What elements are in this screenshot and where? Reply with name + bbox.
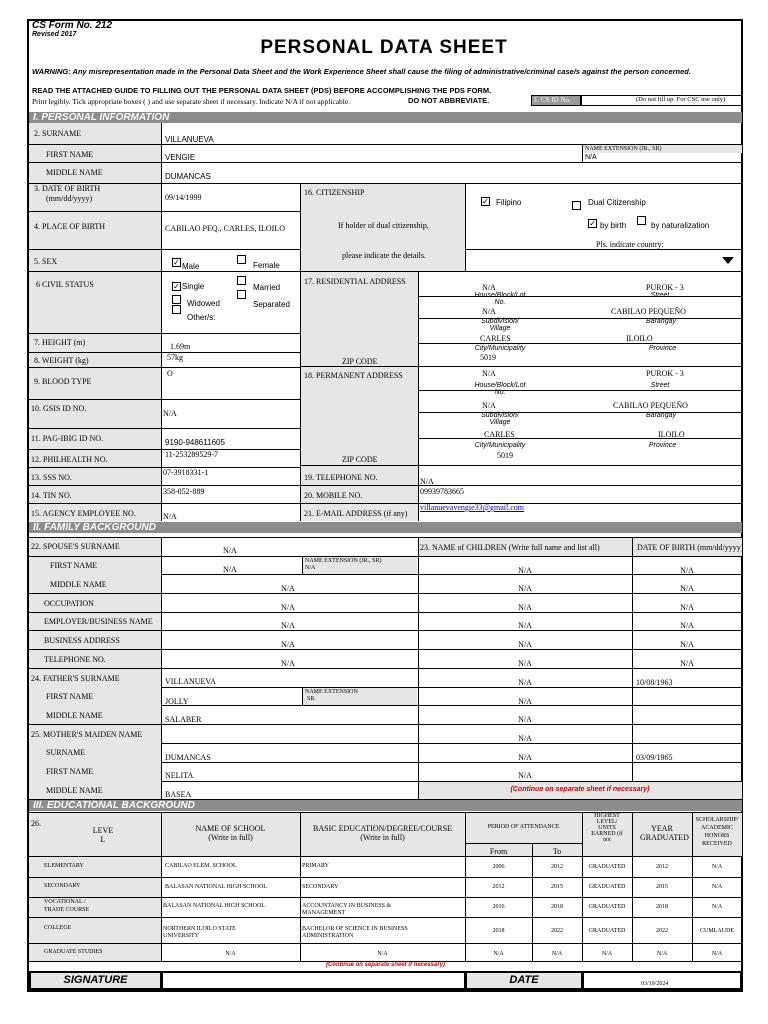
- education-from[interactable]: 2016: [492, 904, 505, 910]
- male-checkbox[interactable]: ✓: [173, 258, 180, 267]
- child-name[interactable]: N/A: [518, 566, 532, 575]
- grid-line: [29, 503, 742, 504]
- business-address-value[interactable]: N/A: [281, 640, 295, 649]
- child-dob[interactable]: N/A: [680, 659, 694, 668]
- others-checkbox[interactable]: [172, 305, 181, 314]
- education-school[interactable]: NORTHERN ILOILO STATE UNIVERSITY: [163, 926, 236, 939]
- grid-line: [302, 687, 303, 705]
- grid-line: [418, 318, 742, 319]
- child-dob[interactable]: 03/09/1965: [636, 753, 673, 762]
- grid-line: [300, 366, 742, 367]
- school-header: NAME OF SCHOOL: [195, 824, 266, 833]
- female-checkbox[interactable]: [237, 255, 246, 264]
- grid-line: [465, 843, 582, 844]
- units-header: HIGHEST LEVEL/ UNITS EARNED (if not: [591, 813, 623, 843]
- education-from[interactable]: 2018: [492, 928, 505, 934]
- grid-line: [29, 537, 742, 538]
- mobile-label: 20. MOBILE NO.: [304, 491, 363, 500]
- perm-barangay[interactable]: CABILAO PEQUEÑO: [613, 401, 688, 410]
- education-units[interactable]: GRADUATED: [588, 864, 626, 870]
- perm-city[interactable]: CARLES: [484, 430, 515, 439]
- grid-line: [29, 812, 742, 813]
- surname-label: 2. SURNAME: [34, 129, 82, 138]
- pob-value[interactable]: CABILAO PEQ., CARLES, ILOILO: [165, 224, 285, 233]
- education-level: VOCATIONAL / TRADE COURSE: [44, 899, 90, 913]
- child-dob[interactable]: N/A: [680, 640, 694, 649]
- education-honors[interactable]: CUMLAUDE: [700, 928, 734, 934]
- blood-type-label: 9. BLOOD TYPE: [34, 377, 92, 386]
- res-barangay[interactable]: CABILAO PEQUEÑO: [611, 307, 686, 316]
- widowed-label: Widowed: [187, 299, 220, 308]
- child-name[interactable]: N/A: [518, 715, 532, 724]
- pagibig-label: 11. PAG-IBIG ID NO.: [31, 434, 104, 443]
- from-header: From: [489, 847, 508, 856]
- form-number: CS Form No. 212: [32, 20, 113, 31]
- education-year[interactable]: N/A: [656, 951, 668, 957]
- perm-street-label: Street: [650, 382, 670, 389]
- height-value[interactable]: 1.69m: [170, 342, 191, 351]
- attendance-header: PERIOD OF ATTENDANCE: [487, 824, 560, 830]
- grid-line: [29, 897, 742, 898]
- separated-checkbox[interactable]: [237, 290, 246, 299]
- res-barangay-label: Barangay: [646, 318, 676, 325]
- signature-field[interactable]: [161, 971, 466, 990]
- dual-note-2: please indicate the details.: [342, 251, 426, 260]
- res-house[interactable]: N/A: [482, 283, 496, 292]
- pob-label: 4. PLACE OF BIRTH: [34, 222, 106, 231]
- chevron-down-icon[interactable]: [722, 257, 734, 264]
- dual-citizenship-label: Dual Citizenship: [588, 198, 646, 207]
- res-house-label: House/Block/Lot No.: [474, 292, 526, 306]
- grid-line: [300, 183, 301, 521]
- education-to[interactable]: 2012: [551, 864, 563, 870]
- res-subdivision-label: Subdivision/ Village: [481, 318, 519, 332]
- spouse-ext-value[interactable]: N/A: [305, 565, 316, 571]
- residential-label: 17. RESIDENTIAL ADDRESS: [304, 277, 406, 286]
- telephone-value[interactable]: N/A: [420, 477, 434, 486]
- res-street[interactable]: PUROK - 3: [646, 283, 684, 292]
- perm-house-label: House/Block/Lot No.: [474, 382, 526, 396]
- philhealth-label: 12. PHILHEALTH NO.: [31, 455, 108, 464]
- grid-line: [29, 856, 742, 857]
- education-honors[interactable]: N/A: [711, 951, 723, 957]
- single-checkbox[interactable]: ✓: [173, 282, 180, 291]
- no-abbreviate: DO NOT ABBREVIATE.: [408, 96, 490, 105]
- res-city[interactable]: CARLES: [480, 334, 511, 343]
- grid-line: [582, 144, 583, 162]
- education-continue-note: (Continue on separate sheet if necessary): [325, 962, 446, 968]
- mother-middle-label: MIDDLE NAME: [46, 786, 103, 795]
- education-course[interactable]: SECONDARY: [302, 884, 339, 890]
- cs-id-label: 1. CS ID No.: [534, 96, 571, 104]
- child-dob[interactable]: N/A: [680, 603, 694, 612]
- child-name[interactable]: N/A: [518, 753, 532, 762]
- child-name[interactable]: N/A: [518, 697, 532, 706]
- employer-value[interactable]: N/A: [281, 621, 295, 630]
- grid-line: [29, 211, 300, 212]
- grid-line: [418, 412, 742, 413]
- father-surname-label: 24. FATHER'S SURNAME: [31, 674, 120, 683]
- education-from[interactable]: 2012: [492, 884, 505, 890]
- mother-label: 25. MOTHER'S MAIDEN NAME: [31, 730, 143, 739]
- father-first-value[interactable]: JOLLY: [165, 697, 189, 706]
- father-middle-value[interactable]: SALABER: [165, 715, 202, 724]
- education-year[interactable]: 2015: [656, 884, 668, 890]
- course-subheader: (Write in full): [360, 833, 405, 842]
- to-header: To: [552, 847, 562, 856]
- child-name[interactable]: N/A: [518, 640, 532, 649]
- pagibig-value[interactable]: 9190-948611605: [165, 438, 225, 447]
- child-name[interactable]: N/A: [518, 678, 532, 687]
- grid-line: [29, 668, 742, 669]
- page-title: PERSONAL DATA SHEET: [260, 37, 508, 58]
- female-label: Female: [253, 261, 280, 270]
- middle-name-label: MIDDLE NAME: [46, 168, 103, 177]
- mother-surname-label: SURNAME: [46, 748, 86, 757]
- grid-line: [29, 271, 742, 272]
- permanent-label: 18. PERMANENT ADDRESS: [304, 371, 403, 380]
- education-level: GRADUATE STUDIES: [44, 949, 103, 955]
- perm-house[interactable]: N/A: [482, 369, 496, 378]
- mother-first-label: FIRST NAME: [46, 767, 94, 776]
- email-value[interactable]: villanuevavengie33@gmail.com: [420, 503, 525, 512]
- perm-street[interactable]: PUROK - 3: [646, 369, 684, 378]
- education-school[interactable]: BALASAN NATIONAL HIGH SCHOOL: [165, 884, 267, 890]
- section-family: II. FAMILY BACKGROUND: [29, 522, 742, 533]
- by-birth-checkbox[interactable]: ✓: [589, 219, 596, 228]
- res-province[interactable]: ILOILO: [626, 334, 653, 343]
- education-to[interactable]: 2022: [551, 928, 563, 934]
- mother-first-value[interactable]: NELITA: [165, 771, 194, 780]
- education-school[interactable]: BALASAN NATIONAL HIGH SCHOOL: [163, 903, 265, 909]
- education-to[interactable]: N/A: [551, 951, 563, 957]
- grid-line: [161, 762, 742, 763]
- grid-line: [29, 877, 742, 878]
- father-ext-value[interactable]: SR.: [307, 696, 316, 702]
- spouse-telephone-value[interactable]: N/A: [281, 659, 295, 668]
- warning-text: WARNING: Any misrepresentation made in the Personal Data Sheet and the Work Experience Sheet shall cause the filing of administrative/criminal case/s against the person concerned.: [32, 67, 691, 76]
- spouse-middle-value[interactable]: N/A: [281, 584, 295, 593]
- grid-line: [302, 556, 303, 574]
- perm-barangay-label: Barangay: [646, 412, 676, 419]
- family-continue-note: (Continue on separate sheet if necessary): [510, 786, 650, 793]
- child-dob[interactable]: N/A: [680, 584, 694, 593]
- grid-line: [29, 144, 742, 145]
- grid-line: [29, 612, 742, 613]
- others-label: Other/s:: [187, 313, 216, 322]
- grid-line: [29, 649, 742, 650]
- child-name[interactable]: N/A: [518, 621, 532, 630]
- first-name-label: FIRST NAME: [46, 150, 94, 159]
- education-to[interactable]: 2018: [551, 904, 563, 910]
- middle-name-value[interactable]: DUMANCAS: [165, 172, 211, 181]
- grid-line: [29, 724, 742, 725]
- father-ext-label: NAME EXTENSION: [305, 689, 358, 695]
- grid-line: [29, 162, 742, 163]
- gsis-label: 10. GSIS ID NO.: [31, 404, 87, 413]
- spouse-surname-label: 22. SPOUSE'S SURNAME: [31, 542, 120, 551]
- education-units[interactable]: GRADUATED: [588, 884, 626, 890]
- weight-label: 8. WEIGHT (kg): [34, 356, 89, 365]
- sss-value[interactable]: 07-3918331-1: [163, 468, 209, 477]
- education-level: SECONDARY: [44, 883, 81, 889]
- grid-line: [161, 687, 742, 688]
- child-dob[interactable]: N/A: [680, 566, 694, 575]
- grid-line: [29, 399, 300, 400]
- child-name[interactable]: N/A: [518, 603, 532, 612]
- father-middle-label: MIDDLE NAME: [46, 711, 103, 720]
- education-units[interactable]: GRADUATED: [588, 928, 626, 934]
- children-label: 23. NAME of CHILDREN (Write full name and list all): [420, 543, 600, 552]
- email-label: 21. E-MAIL ADDRESS (if any): [304, 509, 408, 518]
- child-name[interactable]: N/A: [518, 771, 532, 780]
- education-course[interactable]: N/A: [377, 951, 388, 957]
- school-subheader: (Write in full): [208, 833, 253, 842]
- grid-line: [29, 333, 300, 334]
- perm-city-label: City/Municipality: [474, 442, 526, 449]
- spouse-first-value[interactable]: N/A: [223, 565, 237, 574]
- print-note: Print legibly. Tick appropriate boxes ( ) and use separate sheet if necessary. Indicate N/A if not applicable.: [32, 97, 351, 106]
- mother-surname-value[interactable]: DUMANCAS: [165, 753, 211, 762]
- perm-zip[interactable]: 5019: [497, 451, 513, 460]
- education-year[interactable]: 2022: [656, 928, 668, 934]
- agency-value[interactable]: N/A: [163, 512, 177, 521]
- children-dob-label: DATE OF BIRTH (mm/dd/yyyy): [637, 543, 744, 552]
- occupation-value[interactable]: N/A: [281, 603, 295, 612]
- spouse-ext-label: NAME EXTENSION (JR., SR): [305, 558, 382, 564]
- grid-line: [29, 917, 742, 918]
- blood-type-value[interactable]: O: [167, 369, 173, 378]
- res-street-label: Street: [650, 292, 670, 299]
- year-header: YEAR GRADUATED: [640, 824, 689, 842]
- employer-label: EMPLOYER/BUSINESS NAME: [44, 617, 153, 626]
- grid-line: [418, 343, 742, 344]
- education-level: ELEMENTARY: [44, 863, 84, 869]
- res-province-label: Province: [648, 345, 677, 352]
- grid-line: [29, 249, 300, 250]
- education-school[interactable]: N/A: [225, 951, 236, 957]
- by-birth-label: by birth: [600, 221, 627, 230]
- mother-middle-value[interactable]: BASEA: [165, 790, 192, 799]
- education-course[interactable]: PRIMARY: [302, 863, 330, 869]
- grid-line: [29, 943, 742, 944]
- grid-line: [161, 743, 742, 744]
- form-revised: Revised 2017: [32, 31, 77, 38]
- dual-citizenship-checkbox[interactable]: [572, 201, 581, 210]
- grid-line: [418, 438, 742, 439]
- by-naturalization-checkbox[interactable]: [637, 216, 646, 225]
- res-zip[interactable]: 5019: [480, 353, 496, 362]
- education-honors[interactable]: N/A: [711, 864, 723, 870]
- grid-line: [29, 485, 742, 486]
- citizenship-label: 16. CITIZENSHIP: [304, 188, 365, 197]
- grid-line: [29, 428, 300, 429]
- single-label: Single: [182, 282, 205, 291]
- education-year[interactable]: 2012: [656, 864, 668, 870]
- education-units[interactable]: N/A: [601, 951, 613, 957]
- grid-line: [418, 271, 419, 521]
- education-course[interactable]: BACHELOR OF SCIENCE IN BUSINESS ADMINISTRATION: [302, 926, 408, 939]
- spouse-first-label: FIRST NAME: [50, 561, 98, 570]
- father-first-label: FIRST NAME: [46, 692, 94, 701]
- civil-status-label: 6 CIVIL STATUS: [36, 280, 94, 289]
- grid-line: [418, 296, 742, 297]
- name-extension-label: NAME EXTENSION (JR., SR): [585, 146, 662, 152]
- agency-label: 15. AGENCY EMPLOYEE NO.: [31, 509, 136, 518]
- education-course[interactable]: ACCOUNTANCY IN BUSINESS & MANAGEMENT: [302, 903, 392, 916]
- perm-subdivision-label: Subdivision/ Village: [481, 412, 519, 426]
- res-subdivision[interactable]: N/A: [482, 307, 496, 316]
- education-number: 26.: [31, 819, 41, 828]
- grid-line: [29, 630, 742, 631]
- country-dropdown[interactable]: [466, 250, 742, 271]
- telephone-label: 19. TELEPHONE NO.: [304, 473, 378, 482]
- grid-line: [29, 352, 300, 353]
- grid-line: [29, 367, 300, 368]
- section-education: III. EDUCATIONAL BACKGROUND: [29, 800, 742, 811]
- education-honors[interactable]: N/A: [711, 884, 723, 890]
- filipino-checkbox[interactable]: ✓: [482, 197, 489, 206]
- married-label: Married: [253, 283, 281, 292]
- grid-line: [29, 183, 742, 184]
- honors-header: SCHOLARSHIP/ ACADEMIC HONORS RECEIVED: [695, 817, 739, 847]
- philhealth-value[interactable]: 11-253289529-7: [165, 450, 219, 459]
- father-surname-value[interactable]: VILLANUEVA: [165, 677, 216, 686]
- csc-note: (Do not fill up. For CSC use only): [636, 96, 726, 103]
- married-checkbox[interactable]: [237, 276, 246, 285]
- education-school[interactable]: CABILAO ELEM. SCHOOL: [165, 863, 237, 869]
- guide-text: READ THE ATTACHED GUIDE TO FILLING OUT THE PERSONAL DATA SHEET (PDS) BEFORE ACCOMPLISHING THE PDS FORM.: [32, 86, 492, 95]
- dob-value[interactable]: 09/14/1999: [165, 193, 202, 202]
- dob-format: (mm/dd/yyyy): [46, 194, 93, 203]
- grid-line: [300, 465, 742, 466]
- grid-line: [29, 556, 742, 557]
- res-city-label: City/Municipality: [474, 345, 526, 352]
- course-header: BASIC EDUCATION/DEGREE/COURSE: [313, 824, 452, 833]
- child-dob[interactable]: N/A: [680, 621, 694, 630]
- child-name[interactable]: N/A: [518, 659, 532, 668]
- perm-province[interactable]: ILOILO: [658, 430, 685, 439]
- grid-line: [418, 390, 742, 391]
- level-header: LEVE L: [92, 826, 114, 844]
- indicate-country-label: Pls. indicate country:: [596, 240, 664, 249]
- sex-label: 5. SEX: [34, 257, 58, 266]
- occupation-label: OCCUPATION: [44, 599, 94, 608]
- separated-label: Separated: [253, 300, 290, 309]
- name-extension-value[interactable]: N/A: [585, 154, 597, 161]
- section-personal: I. PERSONAL INFORMATION: [29, 112, 742, 123]
- education-from[interactable]: N/A: [493, 951, 504, 957]
- res-zip-label: ZIP CODE: [342, 357, 378, 366]
- surname-value[interactable]: VILLANUEVA: [165, 135, 214, 144]
- sss-label: 13. SSS NO.: [31, 473, 72, 482]
- education-year[interactable]: 2018: [656, 904, 668, 910]
- height-label: 7. HEIGHT (m): [34, 338, 86, 347]
- spouse-surname-value[interactable]: N/A: [223, 546, 237, 555]
- child-name[interactable]: N/A: [518, 734, 532, 743]
- perm-province-label: Province: [648, 442, 677, 449]
- signature-label: SIGNATURE: [63, 974, 128, 986]
- child-name[interactable]: N/A: [518, 584, 532, 593]
- dual-note-1: If holder of dual citizenship,: [338, 221, 429, 230]
- perm-zip-label: ZIP CODE: [342, 455, 378, 464]
- dob-label: 3. DATE OF BIRTH: [34, 184, 101, 193]
- tin-label: 14. TIN NO.: [31, 491, 72, 500]
- education-units[interactable]: GRADUATED: [588, 904, 626, 910]
- spouse-telephone-label: TELEPHONE NO.: [44, 655, 106, 664]
- child-dob[interactable]: 10/08/1963: [636, 678, 673, 687]
- business-address-label: BUSINESS ADDRESS: [44, 636, 120, 645]
- education-to[interactable]: 2015: [551, 884, 563, 890]
- education-from[interactable]: 2006: [492, 864, 505, 870]
- widowed-checkbox[interactable]: [172, 295, 181, 304]
- by-naturalization-label: by naturalization: [651, 221, 710, 230]
- grid-line: [29, 593, 742, 594]
- gsis-value[interactable]: N/A: [163, 409, 177, 418]
- weight-value[interactable]: 57kg: [167, 353, 183, 362]
- tin-value[interactable]: 358-052-889: [163, 487, 205, 496]
- date-value[interactable]: 03/19/2024: [641, 981, 669, 987]
- male-label: Male: [182, 262, 200, 271]
- education-level: COLLEGE: [44, 925, 72, 931]
- perm-subdivision[interactable]: N/A: [482, 401, 496, 410]
- first-name-value[interactable]: VENGIE: [165, 153, 196, 162]
- date-label: DATE: [509, 974, 539, 986]
- mobile-value[interactable]: 09939783665: [420, 487, 464, 496]
- education-honors[interactable]: N/A: [711, 904, 723, 910]
- filipino-label: Filipino: [496, 198, 522, 207]
- spouse-middle-label: MIDDLE NAME: [50, 580, 107, 589]
